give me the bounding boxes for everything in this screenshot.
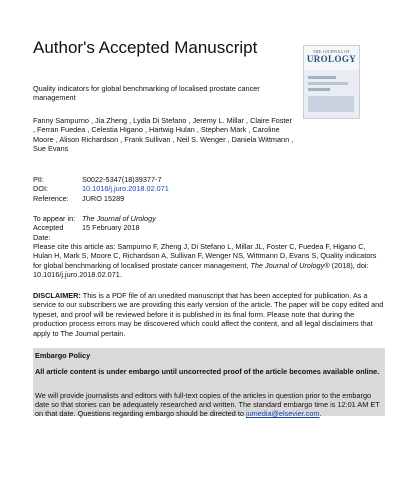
cover-journal-name: UROLOGY [306,54,357,64]
embargo-box [33,348,385,419]
embargo-body [35,391,383,419]
embargo-notice: All article content is under embargo until uncorrected proof of the article becomes available online. [35,367,380,376]
embargo-email-link[interactable]: jumedia@elsevier.com [245,409,320,419]
embargo-title: Embargo Policy [35,351,91,360]
author-list: Fanny Sampurno , Jia Zheng , Lydia Di Stefano , Jeremy L. Millar , Claire Foster , Ferran Fuedea , Celestia Higano , Hartwig Hulan , Stephen Mark , Caroline Moore , Alison Richardson , Frank Sullivan , Neil S. Wenger , Daniela Wittmann , Sue Evans [33,116,294,154]
cover-decoration [308,96,354,112]
pii-label: PII: [33,175,44,184]
journal-cover-thumbnail [303,45,360,119]
disclaimer-label: DISCLAIMER: [33,291,81,300]
citation-journal: The Journal of Urology® [250,260,330,270]
article-title: Quality indicators for global benchmarking of localised prostate cancer management [33,84,260,103]
cover-masthead [304,46,359,70]
accepted-value: 15 February 2018 [82,223,140,233]
pii-row [33,175,169,184]
disclaimer-text: This is a PDF file of an unedited manuscript that has been accepted for publication. As a service to our subscribers we are providing this early version of the article. The paper will be copy edited and typeset, and proof will be reviewed before it is published in its final form. Please note that during the production process errors may be discovered which could affect the content, and all legal disclaimers that apply to The Journal pertain. [33,291,384,338]
doi-link[interactable]: 10.1016/j.juro.2018.02.071 [82,184,169,194]
cover-decoration [308,76,336,79]
citation-lead: Please cite this article as: Sampurno F, Zheng J, Di Stefano L, Millar JL, Foster C, Fuedea F, Higano C, Hulan H, Mark S, Moore C, Richardson A, Sullivan F, Wenger NS, Wittmann D, Evans S, Quality indicators for global benchmarking of localised prostate cancer management, [33,242,377,270]
publication-info [33,214,156,242]
reference-label: Reference: [33,193,69,203]
cover-journal-prefix: THE JOURNAL OF [312,49,351,54]
embargo-end: . [319,409,322,419]
reference-row [33,194,169,203]
citation-tail: (2018), doi: 10.1016/j.juro.2018.02.071. [33,260,369,280]
appear-row [33,214,156,223]
accepted-row [33,223,156,242]
citation-paragraph [33,242,385,280]
article-identifiers [33,175,169,203]
pii-value: S0022-5347(18)39377-7 [82,175,162,184]
appear-value: The Journal of Urology [82,214,156,223]
cover-decoration [308,82,348,85]
doi-row [33,184,169,193]
reference-value: JURO 15289 [82,193,125,203]
page-title: Author's Accepted Manuscript [33,38,258,57]
doi-label: DOI: [33,184,48,194]
appear-label: To appear in: [33,214,76,223]
embargo-text: We will provide journalists and editors with full-text copies of the articles in question prior to the embargo date so that stories can be adequately researched and written. The standard embargo time is 12:01 AM ET on that date. Questions regarding embargo should be directed to [35,391,380,419]
accepted-label: Accepted Date: [33,223,64,242]
cover-decoration [308,88,330,91]
disclaimer-paragraph [33,291,385,338]
